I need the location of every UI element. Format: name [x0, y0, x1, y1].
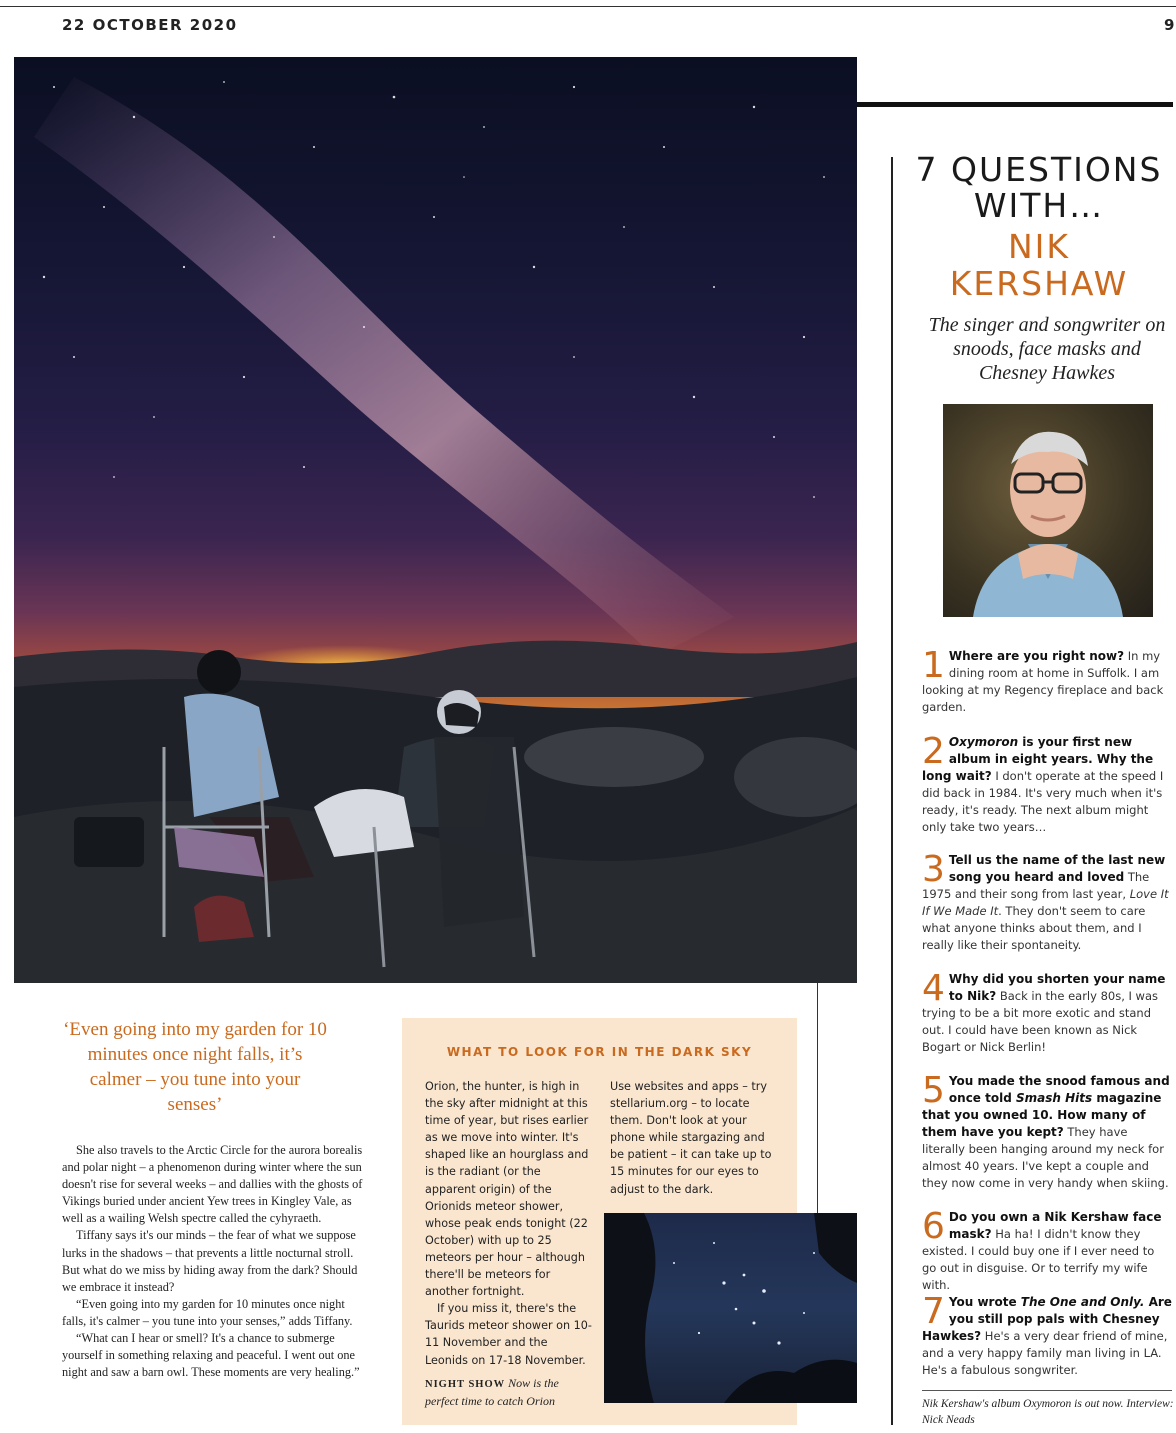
feature-name-line2: KERSHAW	[949, 264, 1129, 303]
column-top-rule	[857, 102, 1173, 107]
answer-text: I don't operate at the speed I did back in 1984. It's very much when it's ready, it's ready. The next album might only take two years…	[922, 769, 1164, 834]
article-paragraph: “Even going into my garden for 10 minutes once night falls, it's calmer – you tune into your senses,” adds Tiffany.	[62, 1296, 353, 1328]
feature-heading-line1: 7 QUESTIONS	[915, 150, 1163, 189]
question-number: 4	[922, 968, 945, 1009]
feature-subtitle: The singer and songwriter on snoods, face masks and Chesney Hawkes	[928, 314, 1166, 384]
answer-text: In my dining room at home in Suffolk. I am looking at my Regency fireplace and back garden.	[922, 649, 1164, 714]
feature-name-line1: NIK	[1007, 227, 1071, 266]
question-text-end: magazine that you owned 10. How many of them have you kept?	[922, 1091, 1162, 1139]
orion-photo	[604, 1213, 857, 1403]
article-body	[62, 1142, 368, 1381]
question-5	[922, 1070, 1172, 1192]
article-paragraph: Tiffany says it's our minds – the fear of what we suppose lurks in the shadows – that prevents a little nocturnal stroll. But what do we miss by hiding away from the dark? Should we embrace it instead?	[62, 1228, 358, 1294]
answer-text-end: . They don't seem to care what anyone thinks about them, and I really like their spontaneity.	[922, 904, 1146, 952]
hero-illustration	[14, 57, 857, 983]
answer-text: Back in the early 80s, I was trying to be a bit more exotic and stand out. I could have been known as Nick Bogart or Nick Berlin!	[922, 989, 1159, 1054]
feature-heading-line2: WITH…	[973, 186, 1105, 225]
question-number: 2	[922, 731, 945, 772]
question-italic: Oxymoron	[948, 735, 1019, 749]
question-3	[922, 849, 1172, 954]
question-text: You made the snood famous and once told	[948, 1074, 1170, 1105]
question-text: is your first new album in eight years. Why the long wait?	[922, 735, 1154, 783]
dark-sky-title: WHAT TO LOOK FOR IN THE DARK SKY	[446, 1045, 753, 1059]
question-2	[922, 731, 1172, 836]
caption-text: Now is the perfect time to catch Orion	[425, 1376, 559, 1408]
feature-credit: Nik Kershaw's album Oxymoron is out now. Interview: Nick Neads	[922, 1398, 1174, 1426]
dark-sky-paragraph: If you miss it, there's the Taurids meteor shower on 10-11 November and the Leonids on 17-18 November.	[425, 1302, 592, 1367]
question-text: Tell us the name of the last new song you heard and loved	[948, 853, 1166, 884]
article-paragraph: She also travels to the Arctic Circle for the aurora borealis and polar night – a phenomenon during winter where the sun doesn't rise for several weeks – and dallies with the ghosts of Vikings buried under ancient Yew trees in Kingley Vale, as well as a wailing Welsh spectre called the cyhyraeth.	[62, 1143, 363, 1226]
question-text: Where are you right now?	[948, 649, 1125, 663]
credit-rule	[922, 1390, 1172, 1391]
question-number: 5	[922, 1070, 945, 1111]
question-number: 7	[922, 1291, 945, 1332]
photo-caption	[425, 1375, 595, 1410]
dark-sky-column-2: Use websites and apps – try stellarium.org – to locate them. Don't look at your phone while stargazing and be patient – it can take up to 15 minutes for our eyes to adjust to the dark.	[610, 1080, 772, 1196]
page-number: 9	[1164, 16, 1175, 34]
issue-date: 22 OCTOBER 2020	[62, 16, 238, 34]
question-number: 6	[922, 1206, 945, 1247]
feature-name	[905, 228, 1173, 302]
question-number: 3	[922, 849, 945, 890]
portrait-illustration	[943, 404, 1153, 617]
question-number: 1	[922, 645, 945, 686]
column-divider	[891, 157, 893, 1425]
answer-text: They have literally been hanging around my neck for almost 40 years. I've kept a couple and they now come in very handy when skiing.	[922, 1125, 1169, 1190]
question-6	[922, 1206, 1172, 1294]
orion-illustration	[604, 1213, 857, 1403]
portrait-photo	[943, 404, 1153, 617]
feature-heading	[905, 152, 1173, 224]
question-italic: The One and Only.	[1020, 1295, 1145, 1309]
caption-label: NIGHT SHOW	[425, 1379, 506, 1390]
dark-sky-paragraph: Orion, the hunter, is high in the sky after midnight at this time of year, but rises earlier as we move into winter. It's shaped like an hourglass and is the radiant (or the apparent origin) of the Orionids meteor shower, whose peak ends tonight (22 October) with up to 25 meteors per hour – although there'll be meteors for another fortnight.	[425, 1080, 589, 1299]
question-text: You wrote	[948, 1295, 1021, 1309]
hero-photo	[14, 57, 857, 983]
question-4	[922, 968, 1172, 1056]
question-text-end: Are you still pop pals with Chesney Hawkes?	[922, 1295, 1172, 1343]
question-text: Do you own a Nik Kershaw face mask?	[948, 1210, 1162, 1241]
question-italic: Smash Hits	[1015, 1091, 1093, 1105]
question-7	[922, 1291, 1172, 1379]
header-rule	[0, 6, 1176, 7]
pull-quote: ‘Even going into my garden for 10 minutes once night falls, it’s calmer – you tune into your senses’	[63, 1019, 327, 1115]
article-paragraph: “What can I hear or smell? It's a chance to submerge yourself in something relaxing and peaceful. I went out one night and saw a barn owl. These moments are very healing.”	[62, 1331, 360, 1380]
question-1	[922, 645, 1172, 716]
answer-italic: Love It If We Made It	[922, 887, 1169, 918]
answer-text: The 1975 and their song from last year,	[922, 870, 1150, 901]
box-connector-rule	[817, 983, 818, 1213]
question-text: Why did you shorten your name to Nik?	[948, 972, 1166, 1003]
answer-text: Ha ha! I didn't know they existed. I could buy one if I ever need to go out in disguise. Or to terrify my wife with.	[922, 1227, 1155, 1292]
dark-sky-column-1	[425, 1078, 593, 1369]
answer-text: He's a very dear friend of mine, and a very happy family man living in LA. He's a fabulous songwriter.	[922, 1329, 1168, 1377]
